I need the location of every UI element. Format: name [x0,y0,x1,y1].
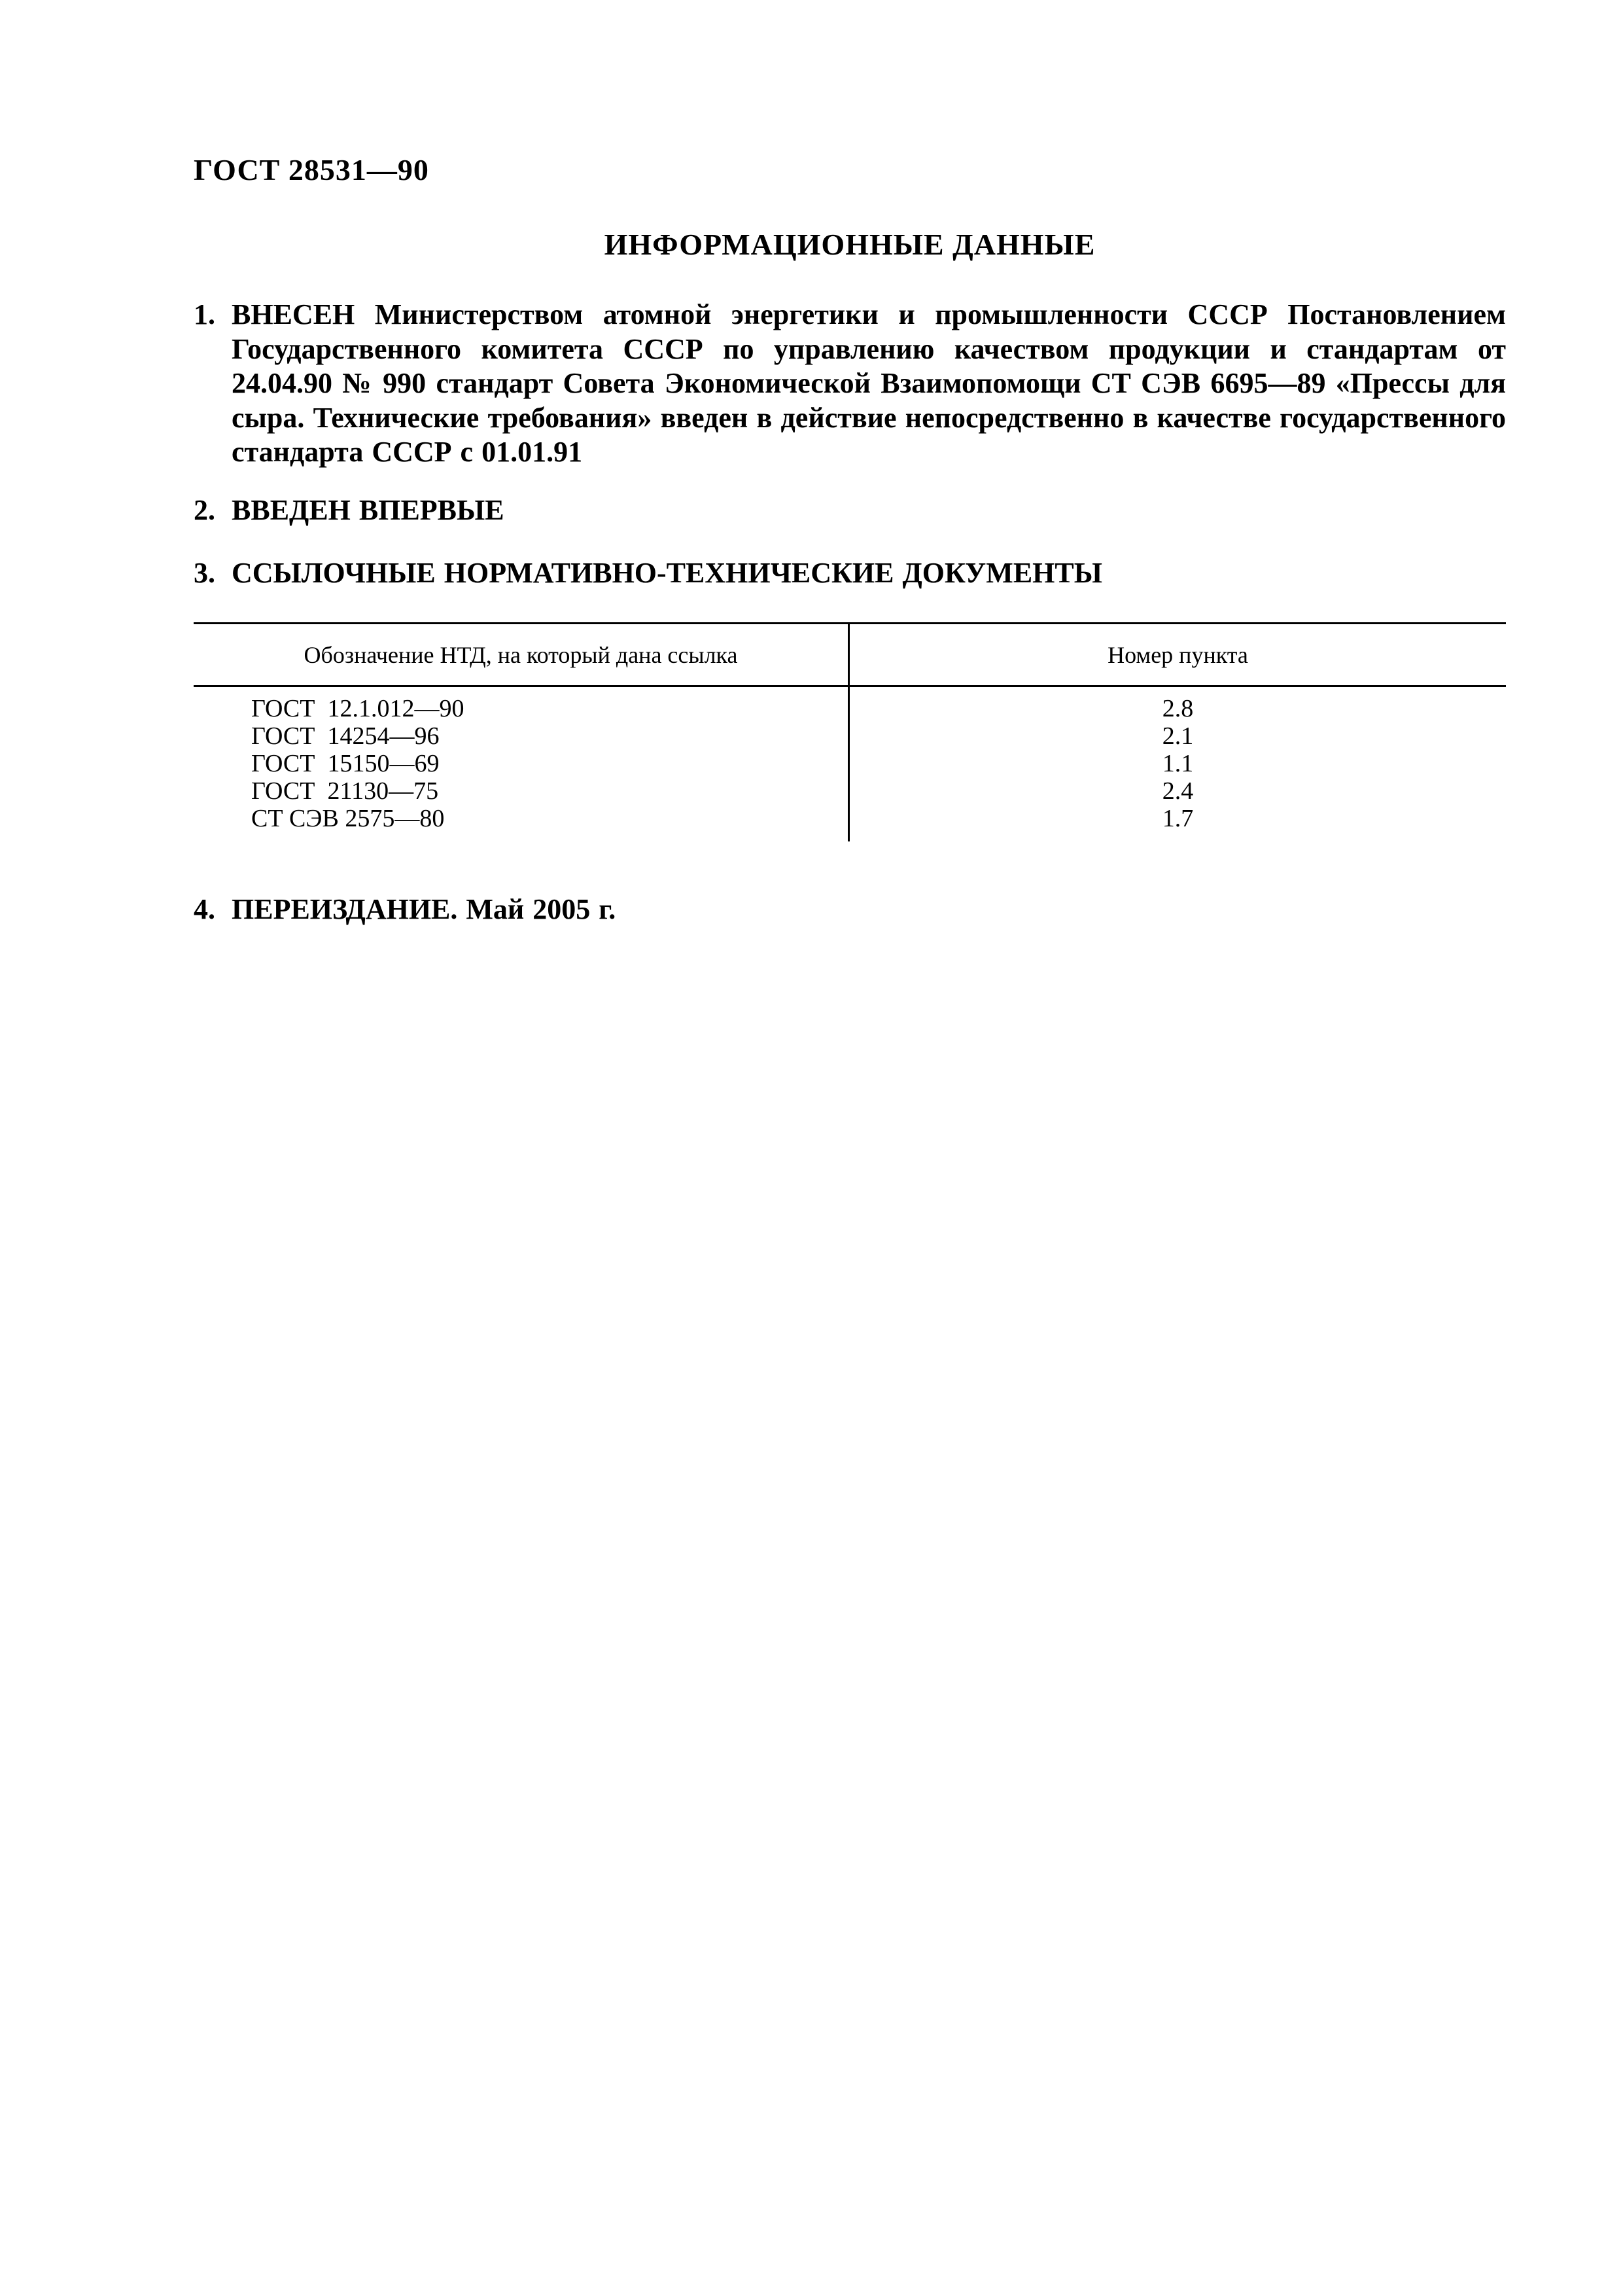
point-number: 1.7 [1162,805,1194,832]
point-number: 2.1 [1162,722,1194,750]
item-number: 1. [194,298,215,330]
item-text: ССЫЛОЧНЫЕ НОРМАТИВНО-ТЕХНИЧЕСКИЕ ДОКУМЕНТЫ [232,557,1102,589]
item-text: ВНЕСЕН Министерством атомной энергетики и промышленности СССР Постановлением Государственного комитета СССР по управлению качеством продукции и стандартам от 24.04.90 № 990 стандарт Совета Экономической Взаимопомощи СТ СЭВ 6695—89 «Прессы для сыра. Технические требования» введен в действие непосредственно в качестве государственного стандарта СССР с 01.01.91 [232,298,1506,468]
document-designation: ГОСТ 21130—75 [194,777,849,805]
document-designation: СТ СЭВ 2575—80 [194,805,849,841]
table-row [194,722,1506,750]
item-number: 4. [194,893,215,925]
table-row [194,750,1506,777]
item-number: 3. [194,557,215,589]
document-designation: ГОСТ 12.1.012—90 [194,686,849,723]
table-row [194,686,1506,723]
point-number: 2.8 [1162,695,1194,722]
item-number: 2. [194,494,215,526]
item-text: ВВЕДЕН ВПЕРВЫЕ [232,494,504,526]
table-row [194,777,1506,805]
info-item-3 [194,556,1506,591]
reference-documents-table [194,622,1506,841]
point-number: 2.4 [1162,777,1194,805]
section-title: ИНФОРМАЦИОННЫЕ ДАННЫЕ [604,228,1096,261]
document-designation: ГОСТ 15150—69 [194,750,849,777]
column-header-point: Номер пункта [849,624,1507,686]
table-row [194,805,1506,841]
table-header-row [194,624,1506,686]
info-item-2 [194,493,1506,528]
point-number: 1.1 [1162,750,1194,777]
item-text: ПЕРЕИЗДАНИЕ. Май 2005 г. [232,893,616,925]
info-item-4 [194,892,1506,927]
info-item-1 [194,298,1506,470]
document-designation: ГОСТ 14254—96 [194,722,849,750]
column-header-document: Обозначение НТД, на который дана ссылка [194,624,849,686]
document-code: ГОСТ 28531—90 [194,153,429,186]
